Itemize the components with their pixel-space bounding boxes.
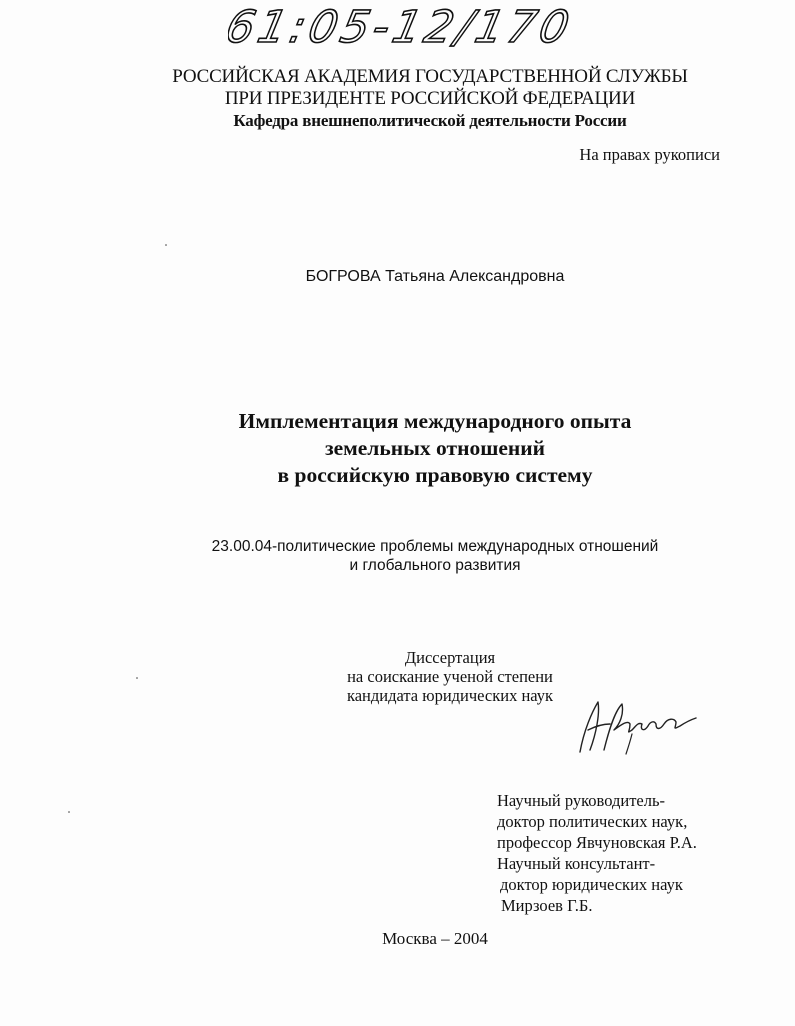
author-name: БОГРОВА Татьяна Александровна (305, 268, 565, 285)
specialty-line2: и глобального развития (349, 557, 521, 574)
institution-header (120, 66, 740, 132)
title-line3: в российскую правовую систему (277, 463, 593, 487)
city-year: Москва – 2004 (382, 929, 488, 948)
degree-line3: кандидата юридических наук (346, 686, 554, 705)
scan-speck (136, 677, 138, 679)
title-line1: Имплементация международного опыта (238, 409, 632, 433)
advisor-degree: доктор политических наук, (497, 812, 688, 831)
specialty-line1: 23.00.04-политические проблемы международных отношений (211, 538, 659, 555)
archive-number-handwriting (228, 2, 588, 50)
title-line2: земельных отношений (324, 436, 546, 460)
consultant-role: Научный консультант- (497, 854, 656, 873)
handwritten-signature (570, 690, 700, 760)
department-name: Кафедра внешнеполитической деятельности России (233, 111, 627, 130)
scan-speck (68, 811, 70, 813)
archive-number-text: 61:05-12/170 (228, 2, 578, 50)
advisor-role: Научный руководитель- (497, 791, 665, 810)
signature-icon (570, 690, 700, 760)
institution-name-line1: РОССИЙСКАЯ АКАДЕМИЯ ГОСУДАРСТВЕННОЙ СЛУЖБЫ (172, 66, 688, 87)
advisor-name: профессор Явчуновская Р.А. (497, 833, 697, 852)
consultant-name: Мирзоев Г.Б. (501, 896, 593, 915)
degree-line2: на соискание ученой степени (347, 667, 553, 686)
manuscript-note: На правах рукописи (579, 145, 720, 164)
degree-statement (300, 648, 600, 705)
degree-line1: Диссертация (404, 648, 496, 667)
consultant-degree: доктор юридических наук (500, 875, 683, 894)
institution-name-line2: ПРИ ПРЕЗИДЕНТЕ РОССИЙСКОЙ ФЕДЕРАЦИИ (224, 88, 636, 109)
archive-number (228, 2, 588, 50)
dissertation-title (150, 408, 720, 489)
scan-speck (165, 244, 167, 246)
advisors-block (497, 790, 737, 916)
specialty-code (140, 537, 730, 575)
